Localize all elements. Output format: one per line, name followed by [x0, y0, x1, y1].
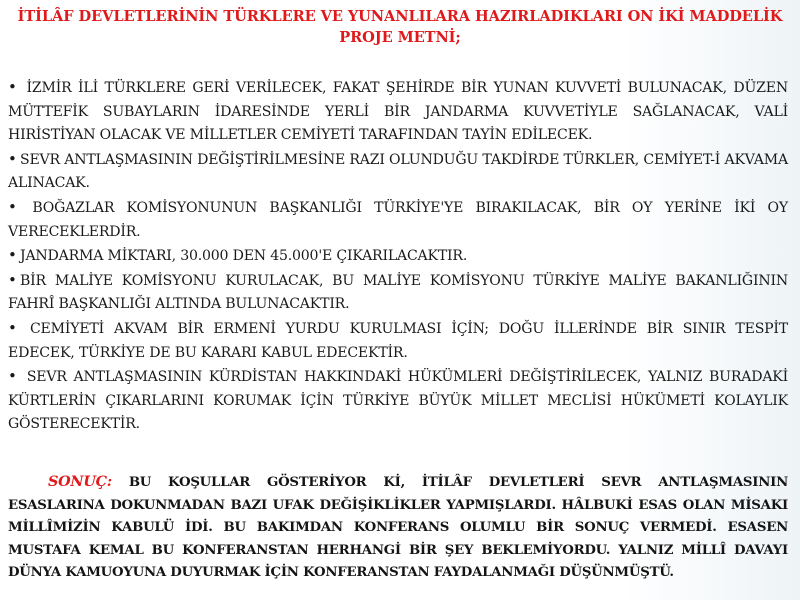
list-item [4, 148, 788, 196]
list-item [4, 365, 788, 437]
list-item [4, 317, 788, 365]
list-item-text: SEVR ANTLAŞMASININ DEĞİŞTİRİLMESİNE RAZI OLUNDUĞU TAKDİRDE TÜRKLER, CEMİYET-İ AKVAMA ALINACAK. [8, 151, 788, 192]
bullet-icon: • [8, 246, 17, 265]
slide-title: İTİLÂF DEVLETLERİNİN TÜRKLERE VE YUNANLILARA HAZIRLADIKLARI ON İKİ MADDELİK PROJE METNİ; [17, 8, 783, 46]
proposal-list [4, 76, 788, 437]
list-item [4, 76, 788, 148]
list-item [4, 269, 788, 317]
bullet-icon: • [8, 270, 17, 289]
list-item [4, 244, 788, 269]
list-item-text: CEMİYETİ AKVAM BİR ERMENİ YURDU KURULMASI İÇİN; DOĞU İLLERİNDE BİR SINIR TESPİT EDECEK, TÜRKİYE DE BU KARARI KABUL EDECEKTİR. [8, 320, 788, 361]
list-item-text: BOĞAZLAR KOMİSYONUNUN BAŞKANLIĞI TÜRKİYE'YE BIRAKILACAK, BİR OY YERİNE İKİ OY VERECEKLERDİR. [8, 199, 789, 240]
bullet-icon: • [8, 149, 17, 168]
list-item-text: BİR MALİYE KOMİSYONU KURULACAK, BU MALİYE KOMİSYONU TÜRKİYE MALİYE BAKANLIĞININ FAHRÎ BAŞKANLIĞI ALTINDA BULUNACAKTIR. [8, 272, 788, 313]
list-item-text: JANDARMA MİKTARI, 30.000 DEN 45.000'E ÇIKARILACAKTIR. [20, 248, 468, 265]
conclusion-text: BU KOŞULLAR GÖSTERİYOR Kİ, İTİLÂF DEVLETLERİ SEVR ANTLAŞMASININ ESASLARINA DOKUNMADAN BAZI UFAK DEĞİŞİKLİKLER YAPMIŞLARDI. HÂLBUKİ ESAS OLAN MİSAKI MİLLÎMİZİN KABULÜ İDİ. BU BAKIMDAN KONFERANS OLUMLU BİR SONUÇ VERMEDİ. ESASEN MUSTAFA KEMAL BU KONFERANSTAN HERHANGİ BİR ŞEY BEKLEMİYORDU. YALNIZ MİLLÎ DAVAYI DÜNYA KAMUOYUNA DUYURMAK İÇİN KONFERANSTAN FAYDALANMAĞI DÜŞÜNMÜŞTÜ. [8, 475, 788, 581]
bullet-icon: • [8, 197, 17, 216]
bullet-icon: • [8, 367, 17, 386]
list-item [4, 196, 788, 244]
bullet-icon: • [8, 318, 17, 337]
bullet-icon: • [8, 78, 17, 96]
list-item-text: İZMİR İLİ TÜRKLERE GERİ VERİLECEK, FAKAT ŞEHİRDE BİR YUNAN KUVVETİ BULUNACAK, DÜZEN MÜTTEFİK SUBAYLARIN İDARESİNDE YERLİ BİR JANDARMA KUVVETİYLE SAĞLANACAK, VALİ HIRİSTİYAN OLACAK VE MİLLETLER CEMİYETİ TARAFINDAN TAYİN EDİLECEK. [8, 80, 788, 144]
list-item-text: SEVR ANTLAŞMASININ KÜRDİSTAN HAKKINDAKİ HÜKÜMLERİ DEĞİŞTİRİLECEK, YALNIZ BURADAKİ KÜRTLERİN ÇIKARLARINI KORUMAK İÇİN TÜRKİYE BÜYÜK MİLLET MECLİSİ HÜKÜMETİ KOLAYLIK GÖSTERECEKTİR. [8, 369, 788, 433]
conclusion-label: SONUÇ: [48, 473, 112, 491]
conclusion-paragraph [8, 471, 788, 585]
